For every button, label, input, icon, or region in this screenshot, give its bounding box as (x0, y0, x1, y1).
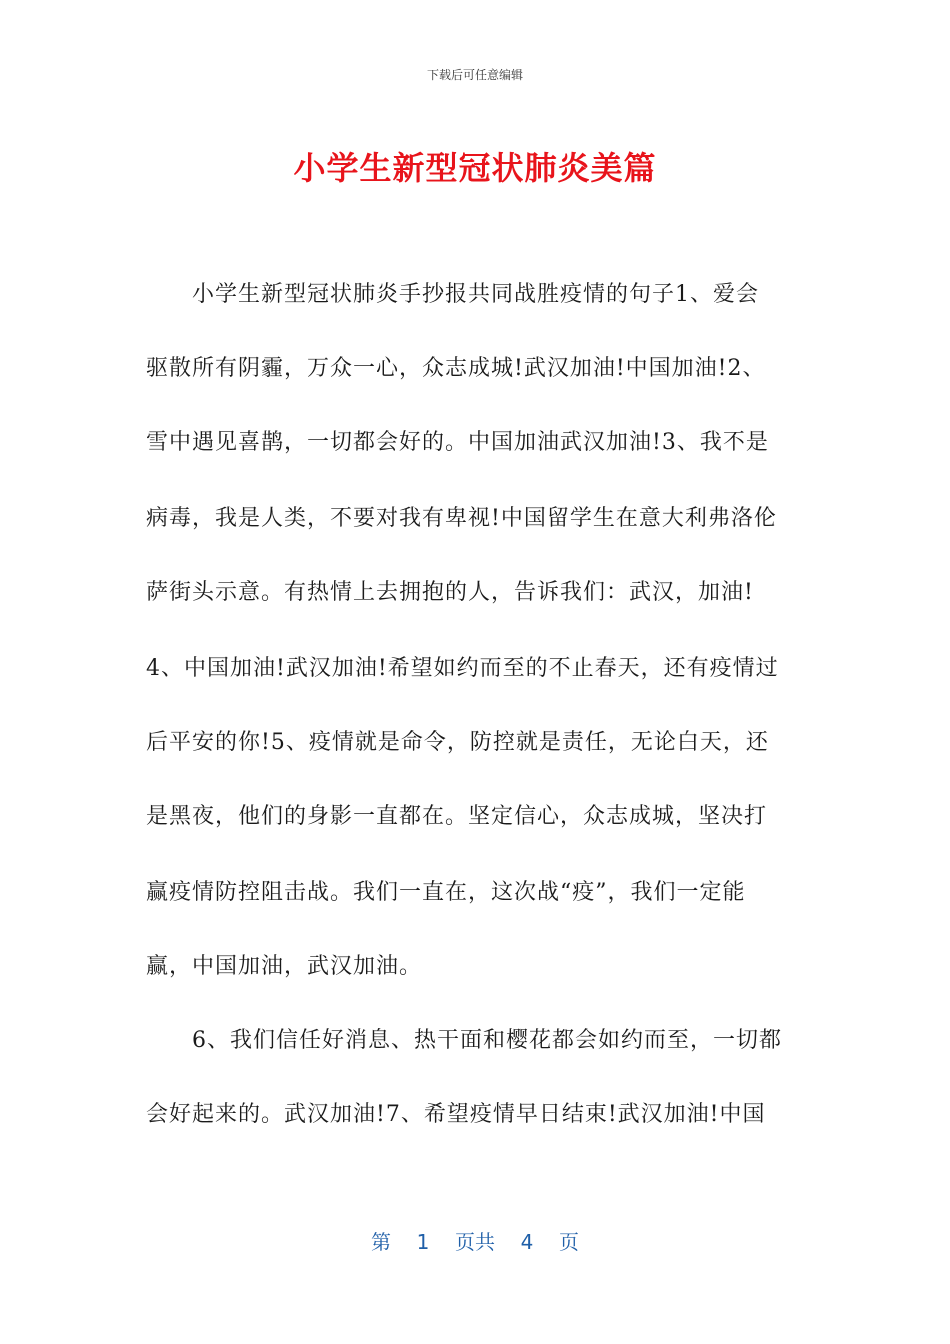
footer-middle: 页共 (455, 1230, 495, 1254)
page-footer (0, 1226, 950, 1255)
footer-prefix: 第 (371, 1230, 391, 1254)
body-line: 6、我们信任好消息、热干面和樱花都会如约而至，一切都 (192, 1028, 782, 1053)
body-line: 4、中国加油!武汉加油!希望如约而至的不止春天，还有疫情过 (146, 656, 779, 681)
body-line: 小学生新型冠状肺炎手抄报共同战胜疫情的句子1、爱会 (192, 282, 759, 307)
body-line: 病毒，我是人类，不要对我有卑视!中国留学生在意大利弗洛伦 (146, 506, 777, 531)
footer-suffix: 页 (559, 1230, 579, 1254)
footer-total-pages: 4 (520, 1230, 534, 1254)
footer-current-page: 1 (416, 1230, 430, 1254)
body-line: 是黑夜，他们的身影一直都在。坚定信心，众志成城，坚决打 (146, 804, 768, 829)
body-line: 后平安的你!5、疫情就是命令，防控就是责任，无论白天，还 (146, 730, 769, 755)
body-line: 雪中遇见喜鹊，一切都会好的。中国加油武汉加油!3、我不是 (146, 430, 769, 455)
document-title: 小学生新型冠状肺炎美篇 (293, 149, 657, 187)
page-header-note: 下载后可任意编辑 (426, 68, 523, 82)
body-line: 赢疫情防控阻击战。我们一直在，这次战“疫”，我们一定能 (146, 880, 746, 905)
body-line: 驱散所有阴霾，万众一心，众志成城!武汉加油!中国加油!2、 (146, 356, 766, 381)
body-line: 赢，中国加油，武汉加油。 (146, 954, 423, 979)
body-line: 萨街头示意。有热情上去拥抱的人，告诉我们：武汉，加油! (146, 580, 754, 605)
body-line: 会好起来的。武汉加油!7、希望疫情早日结束!武汉加油!中国 (146, 1102, 766, 1127)
